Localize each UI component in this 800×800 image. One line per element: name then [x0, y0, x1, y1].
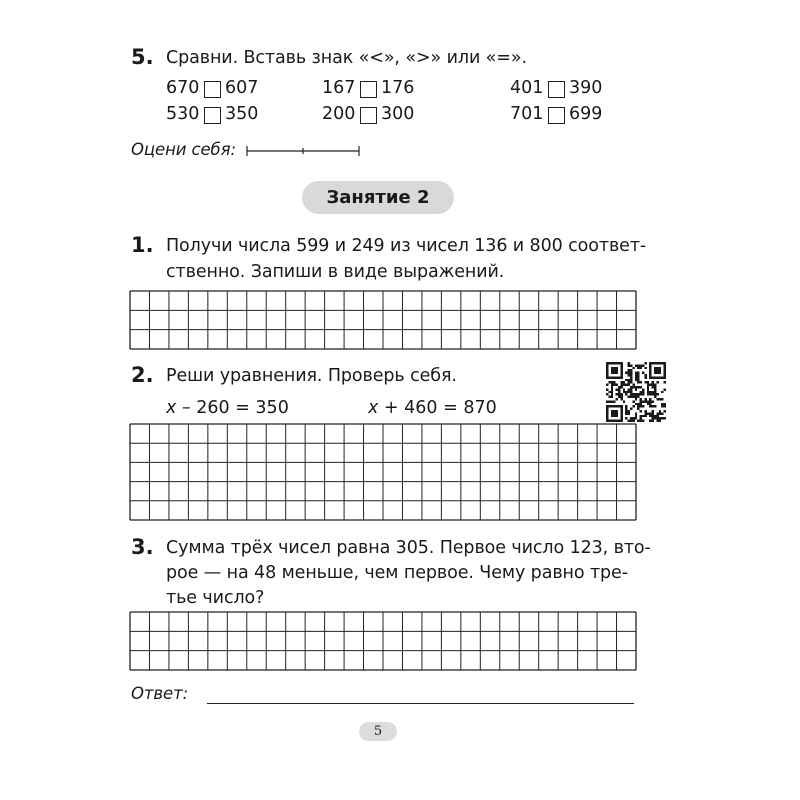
compare-left: 530	[166, 104, 200, 124]
compare-right: 300	[381, 104, 415, 124]
equation-1-rest: – 260 = 350	[176, 398, 289, 418]
task5-instruction: Сравни. Вставь знак «<», «>» или «=».	[166, 48, 527, 68]
task5-number: 5.	[131, 45, 154, 69]
task3-number: 3.	[131, 535, 154, 559]
task3-line3: тье число?	[166, 588, 265, 608]
lesson-title: Занятие 2	[302, 181, 454, 214]
task3-answer-grid[interactable]	[130, 612, 636, 670]
compare-sign-box[interactable]	[548, 107, 565, 124]
equation-1-variable: x	[166, 398, 177, 418]
task3-line1: Сумма трёх чисел равна 305. Первое число 123, вто-	[166, 538, 651, 558]
compare-left: 200	[322, 104, 356, 124]
task2-instruction: Реши уравнения. Проверь себя.	[166, 366, 457, 386]
answer-line[interactable]	[207, 703, 634, 704]
compare-right: 176	[381, 78, 415, 98]
compare-sign-box[interactable]	[204, 107, 221, 124]
task1-answer-grid[interactable]	[130, 291, 636, 349]
compare-sign-box[interactable]	[548, 81, 565, 98]
answer-label: Ответ:	[131, 684, 189, 703]
task2-number: 2.	[131, 363, 154, 387]
compare-right: 350	[225, 104, 259, 124]
compare-left: 401	[510, 78, 544, 98]
task1-line1: Получи числа 599 и 249 из чисел 136 и 800 соответ-	[166, 236, 647, 256]
compare-right: 699	[569, 104, 603, 124]
compare-right: 607	[225, 78, 259, 98]
equation-2-rest: + 460 = 870	[378, 398, 497, 418]
equation-2-variable: x	[368, 398, 379, 418]
compare-sign-box[interactable]	[360, 81, 377, 98]
compare-left: 670	[166, 78, 200, 98]
compare-left: 167	[322, 78, 356, 98]
compare-sign-box[interactable]	[360, 107, 377, 124]
task2-answer-grid[interactable]	[130, 424, 636, 520]
task1-number: 1.	[131, 233, 154, 257]
equation-1	[166, 398, 289, 418]
compare-left: 701	[510, 104, 544, 124]
qr-code-icon[interactable]	[606, 362, 666, 422]
compare-right: 390	[569, 78, 603, 98]
compare-sign-box[interactable]	[204, 81, 221, 98]
task1-line2: ственно. Запиши в виде выражений.	[166, 262, 505, 282]
self-assessment-label: Оцени себя:	[131, 140, 236, 159]
page-number: 5	[359, 722, 397, 741]
task3-line2: рое — на 48 меньше, чем первое. Чему равно тре-	[166, 563, 628, 583]
self-assessment-scale[interactable]	[244, 143, 364, 159]
equation-2	[368, 398, 497, 418]
